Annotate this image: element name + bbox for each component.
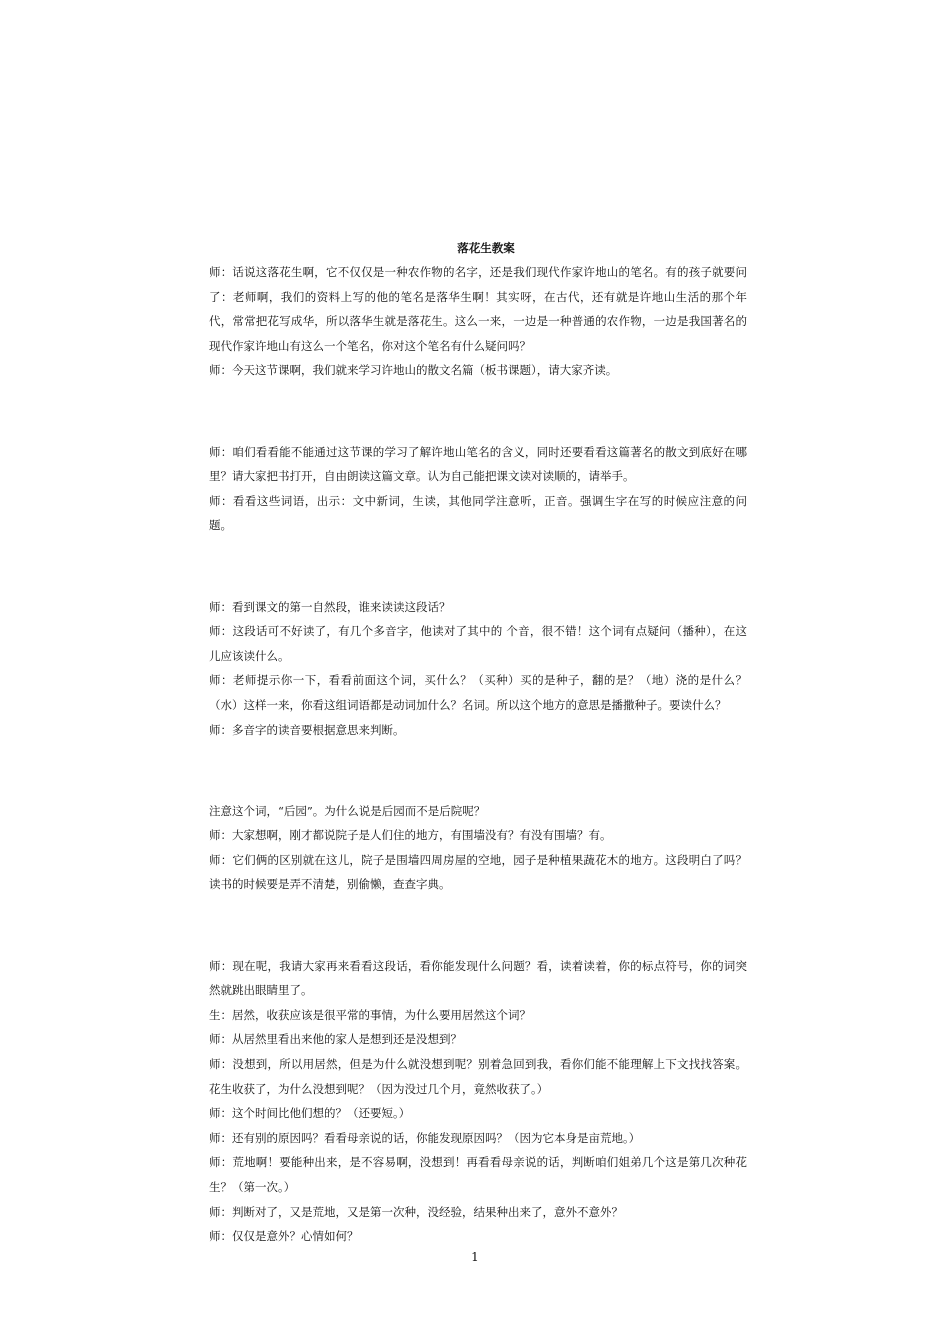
paragraph-list [209, 260, 747, 1249]
paragraph: 师：它们俩的区别就在这儿，院子是围墙四周房屋的空地，园子是种植果蔬花木的地方。这段明白了吗？读书的时候要是弄不清楚，别偷懒，查查字典。 [209, 852, 747, 892]
paragraph-gap [209, 913, 747, 938]
paragraph: 师：荒地啊！要能种出来，是不容易啊，没想到！再看看母亲说的话，判断咱们姐弟几个这是第几次种花生？（第一次。） [209, 1155, 747, 1194]
page-number: 1 [471, 1250, 479, 1264]
paragraph: 生：居然，收获应该是很平常的事情，为什么要用居然这个词？ [209, 1007, 531, 1022]
paragraph: 师：判断对了，又是荒地，又是第一次种，没经验，结果种出来了，意外不意外？ [209, 1204, 623, 1219]
paragraph: 师：这个时间比他们想的？（还要短。） [209, 1106, 411, 1121]
paragraph: 师：没想到，所以用居然，但是为什么就没想到呢？别着急回到我，看你们能不能理解上下文找找答案。花生收获了，为什么没想到呢？（因为没过几个月，竟然收获了。） [209, 1057, 747, 1096]
paragraph: 师：从居然里看出来他的家人是想到还是没想到？ [209, 1032, 462, 1047]
paragraph: 师：咱们看看能不能通过这节课的学习了解许地山笔名的含义，同时还要看看这篇著名的散文到底好在哪里？请大家把书打开，自由朗读这篇文章。认为自己能把课文读对读顺的，请举手。 [209, 444, 747, 484]
paragraph: 师：这段话可不好读了，有几个多音字，他读对了其中的 个音，很不错！这个词有点疑问（播种），在这儿应该读什么。 [209, 624, 747, 663]
paragraph-gap [209, 399, 747, 424]
paragraph: 师：今天这节课啊，我们就来学习许地山的散文名篇（板书课题），请大家齐读。 [209, 363, 618, 378]
paragraph: 师：话说这落花生啊，它不仅仅是一种农作物的名字，还是我们现代作家许地山的笔名。有的孩子就要问了：老师啊，我们的资料上写的他的笔名是落华生啊！其实呀，在古代，还有就是许地山生活的那个年代，常常把花写成华，所以落华生就是落花生。这么一来，一边是一种普通的农作物，一边是我国著名的现代作家许地山有这么一个笔名，你对这个笔名有什么疑问吗？ [209, 265, 747, 353]
paragraph: 注意这个词，“后园”。为什么说是后园而不是后院呢？ [209, 803, 486, 818]
paragraph: 师：看看这些词语，出示：文中新词，生读，其他同学注意听，正音。强调生字在写的时候应注意的问题。 [209, 493, 747, 533]
paragraph: 师：现在呢，我请大家再来看看这段话，看你能发现什么问题？看，读着读着，你的标点符号，你的词突然就跳出眼睛里了。 [209, 958, 747, 998]
paragraph-gap [209, 758, 747, 783]
paragraph: 师：仅仅是意外？心情如何？ [209, 1229, 359, 1244]
paragraph: 师：还有别的原因吗？看看母亲说的话，你能发现原因吗？（因为它本身是亩荒地。） [209, 1130, 641, 1145]
paragraph: 师：老师提示你一下，看看前面这个词，买什么？（买种）买的是种子，翻的是？（地）浇的是什么？（水）这样一来，你看这组词语都是动词加什么？名词。所以这个地方的意思是播撒种子。要读什么？ [209, 673, 747, 712]
paragraph: 师：多音字的读音要根据意思来判断。 [209, 722, 405, 737]
paragraph: 师：大家想啊，刚才都说院子是人们住的地方，有围墙没有？有没有围墙？有。 [209, 828, 612, 843]
document-title: 落花生教案 [457, 241, 515, 255]
paragraph: 师：看到课文的第一自然段，谁来读读这段话？ [209, 599, 451, 614]
document-body [209, 236, 747, 1249]
paragraph-gap [209, 554, 747, 579]
